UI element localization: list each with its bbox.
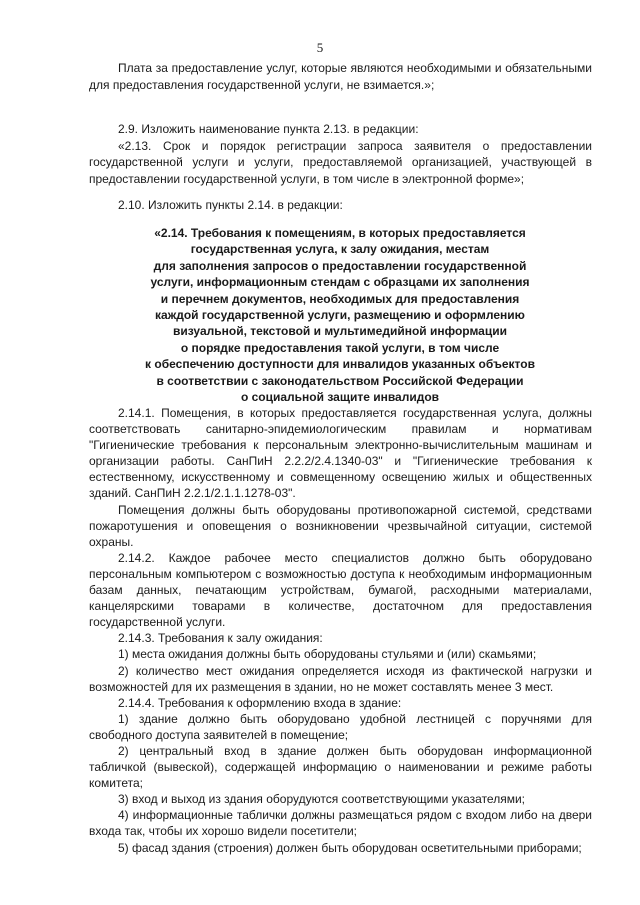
list-item: 1) места ожидания должны быть оборудованы стульями и (или) скамьями; — [118, 647, 537, 662]
heading-line: каждой государственной услуги, размещению и оформлению — [155, 308, 525, 323]
page-number: 5 — [316, 40, 324, 55]
paragraph-2-14-4: 2.14.4. Требования к оформлению входа в здание: — [118, 695, 402, 710]
item-2-9 — [89, 121, 592, 187]
paragraph-2-14-3: 2.14.3. Требования к залу ожидания: — [118, 631, 323, 646]
heading-line: для заполнения запросов о предоставлении государственной — [153, 258, 527, 273]
heading-line: к обеспечению доступности для инвалидов указанных объектов — [145, 357, 535, 372]
body-section — [89, 405, 592, 856]
intro-paragraph — [89, 60, 592, 93]
item-2-10 — [89, 197, 592, 214]
paragraph-premises-equipment: Помещения должны быть оборудованы противопожарной системой, средствами пожаротушения и оповещения о возникновении чрезвычайной ситуации, системой охраны. — [89, 502, 592, 549]
paragraph-2-14-2: 2.14.2. Каждое рабочее место специалистов должно быть оборудовано персональным компьютером с возможностью доступа к необходимым информационным базам данных, печатающим устройствам, бумагой, расходными материалами, канцелярскими товарами в количестве, достаточном для предоставления государственной услуги. — [89, 550, 592, 630]
heading-line: о социальной защите инвалидов — [240, 390, 440, 405]
list-item: 2) центральный вход в здание должен быть оборудован информационной табличкой (вывеской), содержащей информацию о наименовании и режиме работы комитета; — [89, 743, 592, 791]
section-heading — [100, 225, 580, 405]
list-item: 4) информационные таблички должны размещаться рядом с входом либо на двери входа так, чтобы их хорошо видели посетители; — [89, 808, 592, 839]
intro-text: Плата за предоставление услуг, которые являются необходимыми и обязательными для предоставления государственной услуги, не взимается.»; — [89, 61, 592, 92]
heading-line: «2.14. Требования к помещениям, в которых предоставляется — [154, 226, 526, 240]
heading-line: о порядке предоставления такой услуги, в том числе — [180, 340, 500, 355]
list-item: 2) количество мест ожидания определяется исходя из фактической нагрузки и возможностей для их размещения в здании, но не может составлять менее 3 мест. — [89, 663, 592, 694]
paragraph-2-14-1: 2.14.1. Помещения, в которых предоставляется государственная услуга, должны соответствовать санитарно-эпидемиологическим правилам и нормативам "Гигиенические требования к персональным электронно-вычислительным машинам и организации работы. СанПиН 2.2.2/2.4.1340-03" и "Гигиенические требования к естественному, искусственному и совмещенному освещению жилых и общественных зданий. СанПиН 2.2.1/2.1.1.1278-03". — [89, 406, 592, 501]
heading-line: в соответствии с законодательством Российской Федерации — [156, 373, 524, 388]
heading-line: визуальной, текстовой и мультимедийной информации — [173, 324, 507, 339]
list-item: 3) вход и выход из здания оборудуются соответствующими указателями; — [118, 792, 525, 807]
heading-line: услуги, информационным стендам с образцами их заполнения — [150, 275, 530, 290]
list-item: 1) здание должно быть оборудовано удобной лестницей с поручнями для свободного доступа заявителей в помещение; — [89, 711, 592, 742]
heading-line: государственная услуга, к залу ожидания, местам — [190, 242, 490, 257]
list-item: 5) фасад здания (строения) должен быть оборудован осветительными приборами; — [118, 840, 582, 855]
item-2-9-line2: «2.13. Срок и порядок регистрации запроса заявителя о предоставлении государственной услуги и услуги, предоставляемой организацией, участвующей в предоставлении государственной услуги, в том числе в электронной форме»; — [89, 138, 592, 186]
heading-line: и перечнем документов, необходимых для предоставления — [160, 291, 520, 306]
item-2-9-line1: 2.9. Изложить наименование пункта 2.13. в редакции: — [118, 122, 419, 136]
item-2-10-text: 2.10. Изложить пункты 2.14. в редакции: — [118, 198, 343, 212]
